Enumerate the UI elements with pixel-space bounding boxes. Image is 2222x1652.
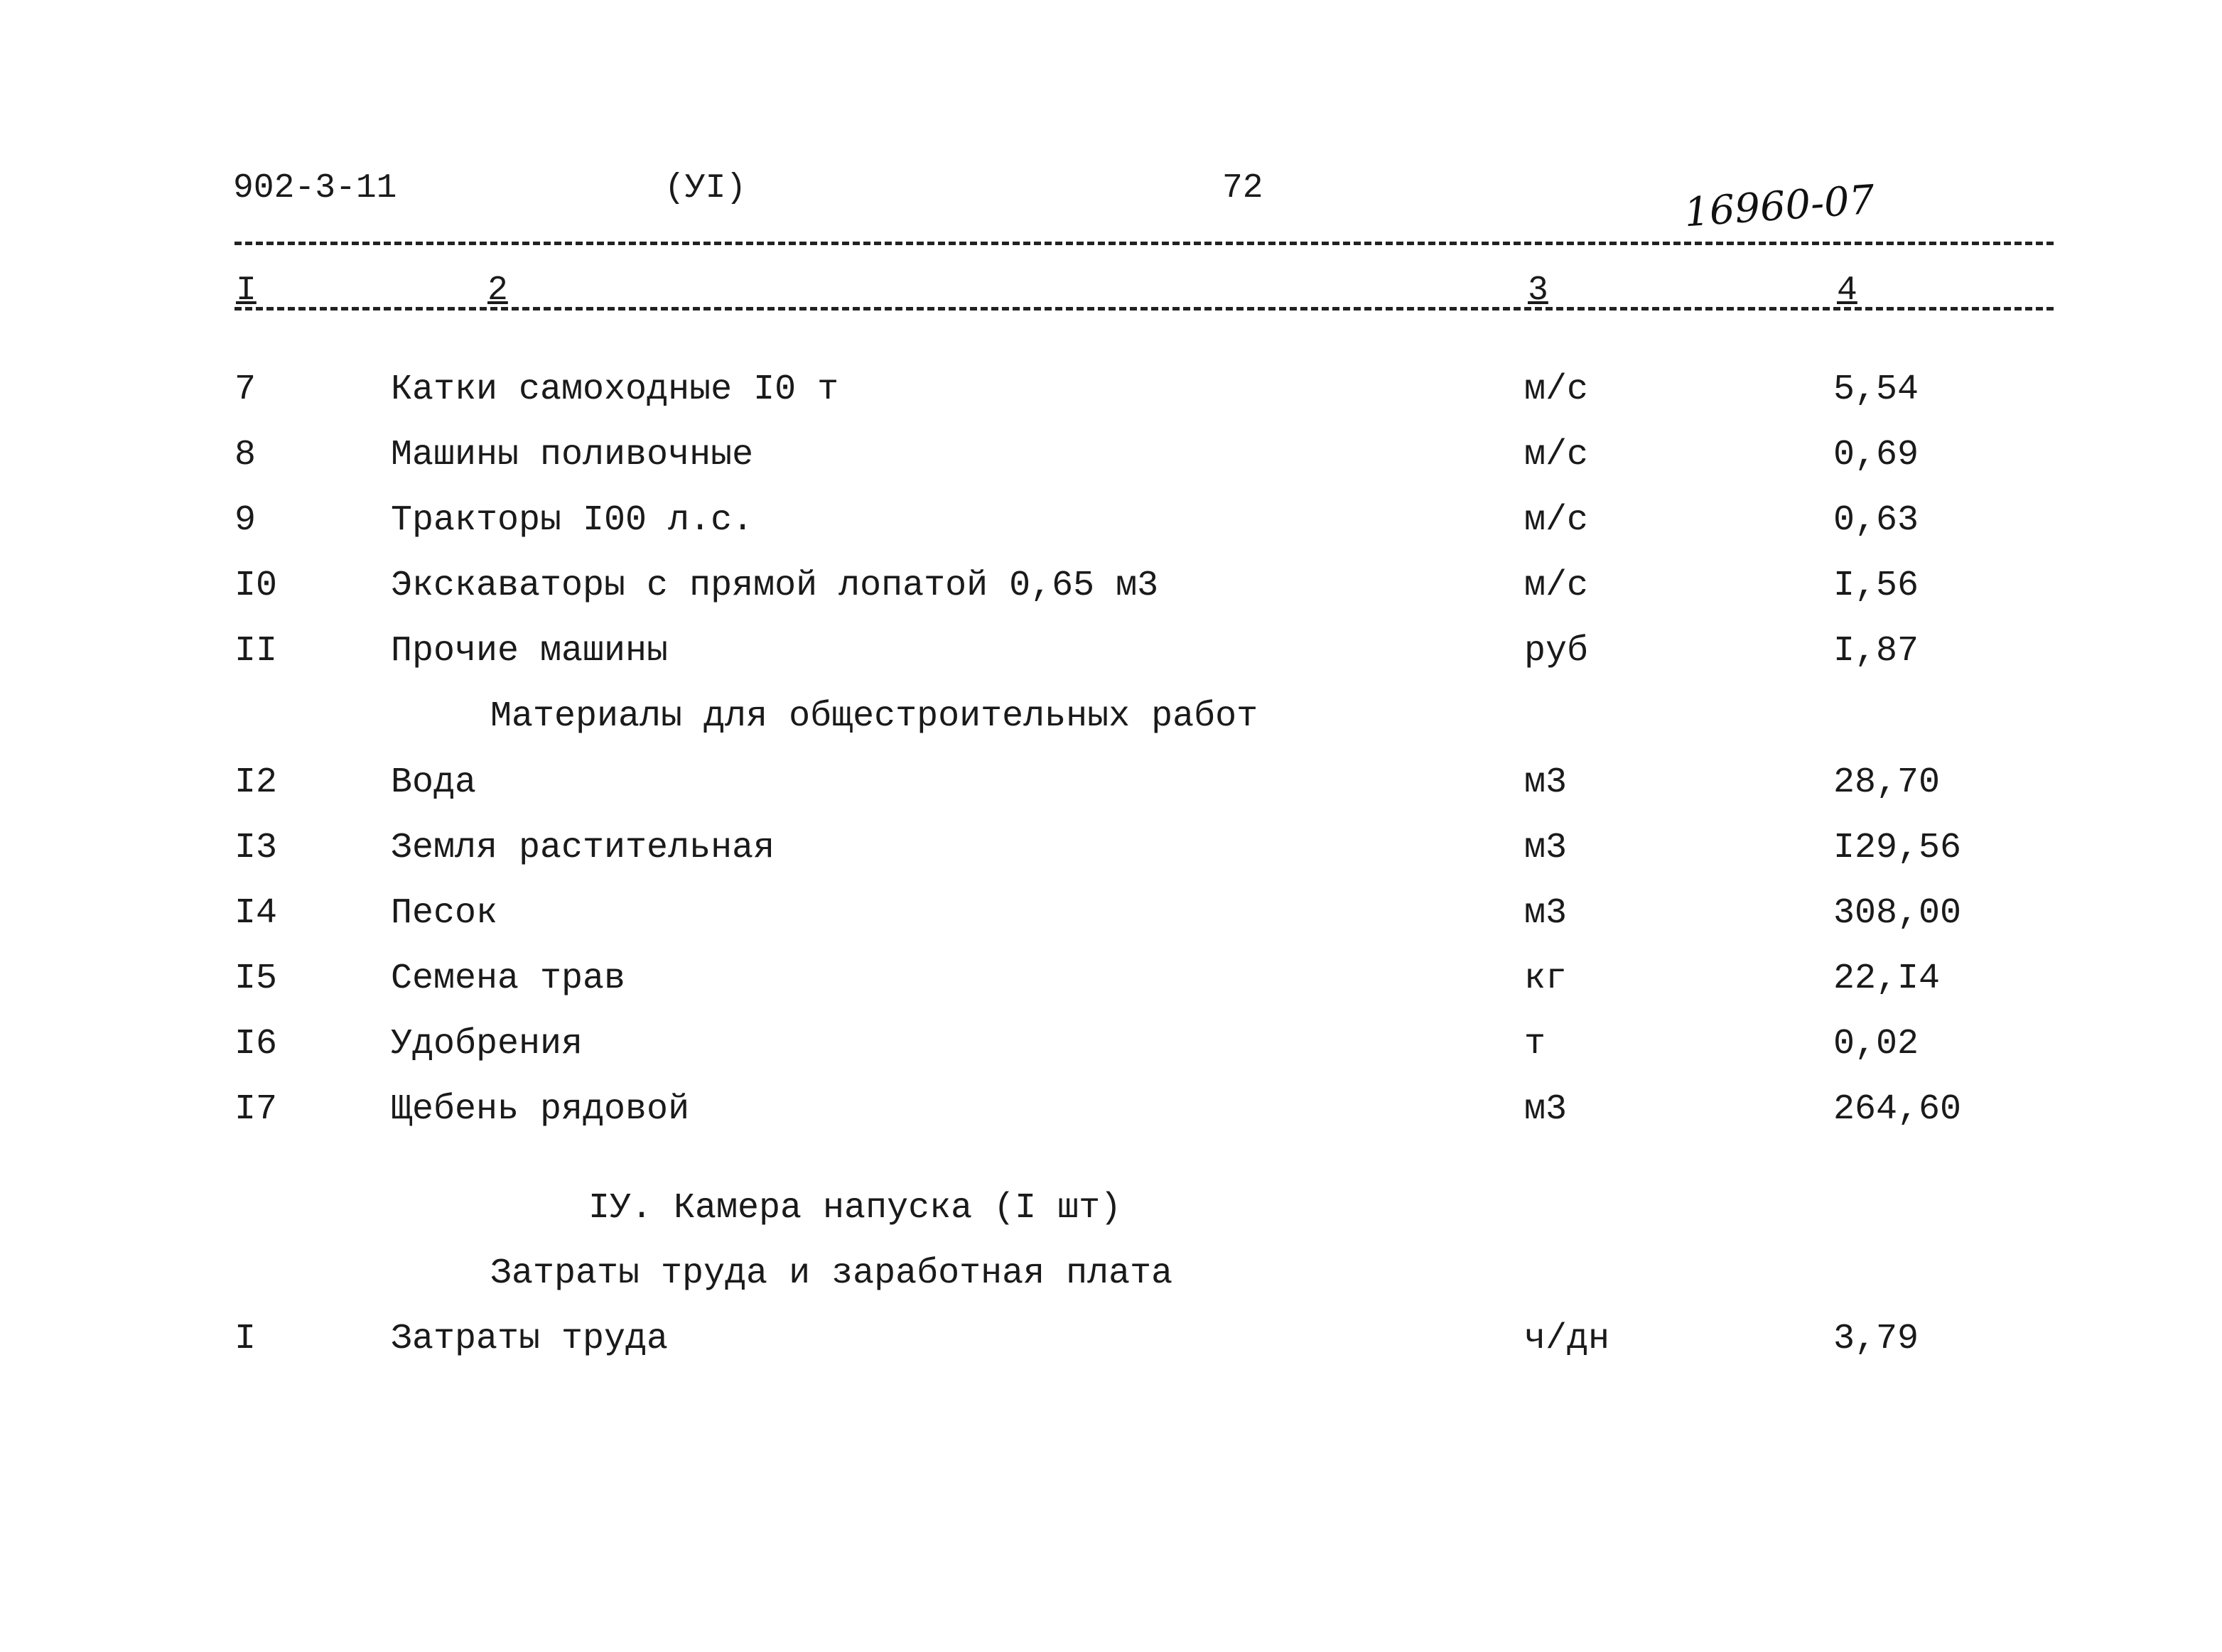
- row-name: Катки самоходные I0 т: [391, 369, 839, 410]
- row-number: I4: [234, 893, 278, 934]
- table-row: [0, 762, 2222, 828]
- row-number: I2: [234, 762, 278, 803]
- divider-top: [234, 242, 2054, 245]
- row-value: 0,02: [1833, 1024, 1919, 1064]
- row-unit: м/с: [1524, 500, 1589, 541]
- row-name: Тракторы I00 л.с.: [391, 500, 754, 541]
- subheading-labor: Затраты труда и заработная плата: [490, 1253, 1173, 1294]
- table-row: [0, 500, 2222, 566]
- row-number: I7: [234, 1089, 278, 1130]
- row-number: I0: [234, 566, 278, 606]
- row-unit: т: [1524, 1024, 1546, 1064]
- row-unit: м3: [1524, 762, 1568, 803]
- row-value: 0,69: [1833, 435, 1919, 475]
- row-unit: м/с: [1524, 435, 1589, 475]
- table-row: [0, 1319, 2222, 1384]
- row-value: 308,00: [1833, 893, 1962, 934]
- row-value: 264,60: [1833, 1089, 1962, 1130]
- row-value: I,56: [1833, 566, 1919, 606]
- row-number: 9: [234, 500, 257, 541]
- row-unit: руб: [1524, 631, 1589, 671]
- row-name: Прочие машины: [391, 631, 669, 671]
- row-value: I29,56: [1833, 828, 1962, 868]
- table-row: [0, 369, 2222, 435]
- row-number: I5: [234, 959, 278, 999]
- row-name: Вода: [391, 762, 477, 803]
- row-name: Затраты труда: [391, 1319, 669, 1359]
- row-number: 8: [234, 435, 257, 475]
- row-number: I6: [234, 1024, 278, 1064]
- row-unit: кг: [1524, 959, 1568, 999]
- row-unit: ч/дн: [1524, 1319, 1610, 1359]
- row-name: Земля растительная: [391, 828, 775, 868]
- column-header-3: 3: [1528, 271, 1548, 310]
- column-header-1: I: [236, 271, 257, 310]
- row-unit: м/с: [1524, 566, 1589, 606]
- row-number: I: [234, 1319, 257, 1359]
- row-unit: м3: [1524, 893, 1568, 934]
- row-unit: м/с: [1524, 369, 1589, 410]
- row-value: 3,79: [1833, 1319, 1919, 1359]
- row-unit: м3: [1524, 828, 1568, 868]
- table-row: [0, 828, 2222, 893]
- table-row: [0, 1024, 2222, 1089]
- section-code: (УI): [664, 169, 747, 207]
- row-value: I,87: [1833, 631, 1919, 671]
- handwritten-note: 16960-07: [1683, 176, 1877, 237]
- row-number: 7: [234, 369, 257, 410]
- row-name: Экскаваторы с прямой лопатой 0,65 м3: [391, 566, 1159, 606]
- divider-header: [234, 307, 2054, 311]
- row-value: 5,54: [1833, 369, 1919, 410]
- table-row: [0, 566, 2222, 631]
- section-title: IУ. Камера напуска (I шт): [588, 1188, 1122, 1229]
- table-row: [0, 435, 2222, 500]
- column-header-4: 4: [1837, 271, 1857, 310]
- table-row: [0, 959, 2222, 1024]
- row-name: Машины поливочные: [391, 435, 754, 475]
- row-unit: м3: [1524, 1089, 1568, 1130]
- row-number: II: [234, 631, 278, 671]
- row-value: 22,I4: [1833, 959, 1941, 999]
- page-number: 72: [1222, 169, 1263, 207]
- column-header-2: 2: [487, 271, 508, 310]
- row-number: I3: [234, 828, 278, 868]
- row-name: Щебень рядовой: [391, 1089, 690, 1130]
- table-row: [0, 893, 2222, 959]
- row-value: 0,63: [1833, 500, 1919, 541]
- row-value: 28,70: [1833, 762, 1941, 803]
- row-name: Удобрения: [391, 1024, 583, 1064]
- row-name: Песок: [391, 893, 498, 934]
- row-name: Семена трав: [391, 959, 626, 999]
- document-code: 902-3-11: [233, 169, 397, 207]
- subheading-materials: Материалы для общестроительных работ: [490, 696, 1258, 737]
- table-row: [0, 1089, 2222, 1155]
- table-row: [0, 631, 2222, 696]
